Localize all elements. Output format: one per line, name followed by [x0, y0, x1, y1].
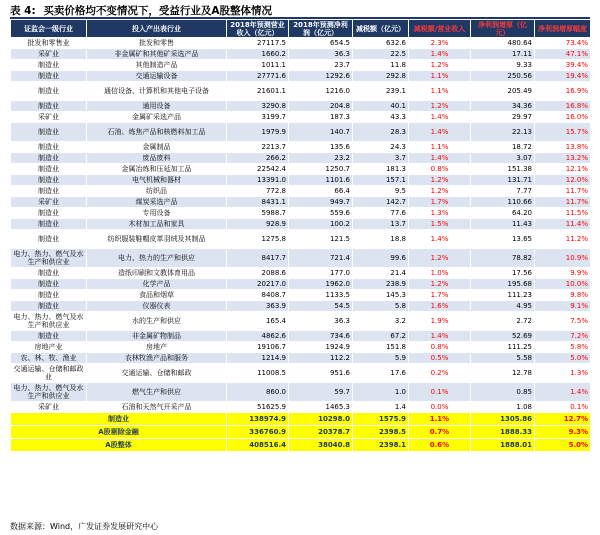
- table-cell: 951.6: [289, 364, 353, 383]
- table-cell: 66.4: [289, 186, 353, 197]
- table-cell: 40.1: [353, 101, 409, 112]
- table-row: [11, 197, 591, 208]
- table-cell: 电力、热力的生产和供应: [87, 249, 227, 268]
- table-cell: 238.9: [353, 279, 409, 290]
- table-cell: 农、林、牧、渔业: [11, 353, 87, 364]
- table-cell: 239.1: [353, 82, 409, 101]
- table-cell: 制造业: [11, 142, 87, 153]
- table-cell: 1214.9: [227, 353, 289, 364]
- table-cell: 165.4: [227, 312, 289, 331]
- col-header: 减税额（亿元）: [353, 20, 409, 38]
- table-cell: 通信设备、计算机和其他电子设备: [87, 82, 227, 101]
- summary-cell: 12.7%: [535, 413, 591, 426]
- table-row: [11, 186, 591, 197]
- table-cell: 8417.7: [227, 249, 289, 268]
- table-cell: 195.68: [471, 279, 535, 290]
- table-cell: 135.6: [289, 142, 353, 153]
- table-cell: 22.5: [353, 49, 409, 60]
- table-cell: 16.8%: [535, 101, 591, 112]
- table-row: [11, 208, 591, 219]
- table-cell: 18.72: [471, 142, 535, 153]
- table-cell: 112.2: [289, 353, 353, 364]
- table-cell: 54.5: [289, 301, 353, 312]
- table-row: [11, 301, 591, 312]
- table-cell: 20217.0: [227, 279, 289, 290]
- table-cell: 15.7%: [535, 123, 591, 142]
- table-cell: 29.97: [471, 112, 535, 123]
- table-cell: 17.11: [471, 49, 535, 60]
- table-cell: 电力、热力、燃气及水生产和供应业: [11, 312, 87, 331]
- table-row: [11, 342, 591, 353]
- table-cell: 181.3: [353, 164, 409, 175]
- summary-cell: 138974.9: [227, 413, 289, 426]
- table-cell: 36.3: [289, 49, 353, 60]
- summary-cell: 1575.9: [353, 413, 409, 426]
- summary-cell: 38040.8: [289, 439, 353, 452]
- table-cell: 1660.2: [227, 49, 289, 60]
- table-cell: 1.3%: [409, 208, 471, 219]
- table-cell: 52.69: [471, 331, 535, 342]
- table-cell: 制造业: [11, 60, 87, 71]
- table-cell: 19.4%: [535, 71, 591, 82]
- table-cell: 22.13: [471, 123, 535, 142]
- table-cell: 10.0%: [535, 279, 591, 290]
- table-cell: 批发和零售业: [11, 38, 87, 49]
- table-cell: 废品废料: [87, 153, 227, 164]
- table-cell: 化学产品: [87, 279, 227, 290]
- table-cell: 121.5: [289, 230, 353, 249]
- table-cell: 654.5: [289, 38, 353, 49]
- table-cell: 造纸印刷和文教体育用品: [87, 268, 227, 279]
- table-cell: 1962.0: [289, 279, 353, 290]
- table-row: [11, 153, 591, 164]
- table-cell: 11.43: [471, 219, 535, 230]
- table-caption: [10, 3, 272, 17]
- table-cell: 0.2%: [409, 364, 471, 383]
- table-cell: 145.3: [353, 290, 409, 301]
- table-cell: 3290.8: [227, 101, 289, 112]
- table-cell: 采矿业: [11, 112, 87, 123]
- table-row: [11, 353, 591, 364]
- table-cell: 9.33: [471, 60, 535, 71]
- table-cell: 制造业: [11, 153, 87, 164]
- table-cell: 2088.6: [227, 268, 289, 279]
- table-title: 买卖价格均不变情况下，受益行业及A股整体情况: [43, 5, 272, 17]
- table-cell: 16.0%: [535, 112, 591, 123]
- table-cell: 食品和烟草: [87, 290, 227, 301]
- table-row: [11, 175, 591, 186]
- table-cell: 电力、热力、燃气及水生产和供应业: [11, 249, 87, 268]
- table-cell: 通用设备: [87, 101, 227, 112]
- table-cell: 177.0: [289, 268, 353, 279]
- summary-cell: A股整体: [11, 439, 227, 452]
- col-header: 净利润增厚（亿元）: [471, 20, 535, 38]
- table-cell: 8408.7: [227, 290, 289, 301]
- table-cell: 110.66: [471, 197, 535, 208]
- table-cell: 制造业: [11, 208, 87, 219]
- table-cell: 13.65: [471, 230, 535, 249]
- table-cell: 专用设备: [87, 208, 227, 219]
- table-cell: 5.8%: [535, 342, 591, 353]
- table-cell: 204.8: [289, 101, 353, 112]
- table-cell: 151.38: [471, 164, 535, 175]
- summary-cell: 制造业: [11, 413, 227, 426]
- table-cell: 39.4%: [535, 60, 591, 71]
- table-cell: 34.36: [471, 101, 535, 112]
- table-cell: 18.8: [353, 230, 409, 249]
- table-cell: 石油和天然气开采产品: [87, 402, 227, 413]
- table-cell: 金属冶炼和压延加工品: [87, 164, 227, 175]
- table-cell: 1.2%: [409, 186, 471, 197]
- col-header: 减税额/营业收入: [409, 20, 471, 38]
- table-cell: 111.23: [471, 290, 535, 301]
- table-cell: 36.3: [289, 312, 353, 331]
- summary-cell: 0.7%: [409, 426, 471, 439]
- table-cell: 0.0%: [409, 402, 471, 413]
- table-cell: 250.56: [471, 71, 535, 82]
- industry-tax-table: [10, 19, 591, 452]
- table-cell: 7.2%: [535, 331, 591, 342]
- table-row: [11, 60, 591, 71]
- table-cell: 金属制品: [87, 142, 227, 153]
- table-number: 表 4:: [10, 5, 36, 17]
- table-cell: 1.3%: [535, 364, 591, 383]
- table-cell: 205.49: [471, 82, 535, 101]
- table-cell: 1.4%: [409, 112, 471, 123]
- data-source: 数据来源：Wind，广发证券发展研究中心: [10, 522, 159, 531]
- table-cell: 1.2%: [409, 175, 471, 186]
- table-cell: 111.25: [471, 342, 535, 353]
- table-cell: 13.7: [353, 219, 409, 230]
- table-cell: 632.6: [353, 38, 409, 49]
- table-cell: 房地产: [87, 342, 227, 353]
- table-cell: 77.6: [353, 208, 409, 219]
- table-cell: 363.9: [227, 301, 289, 312]
- table-cell: 制造业: [11, 175, 87, 186]
- col-header: 净利润增厚幅度: [535, 20, 591, 38]
- table-cell: 1.08: [471, 402, 535, 413]
- table-cell: 1.4%: [409, 123, 471, 142]
- table-cell: 制造业: [11, 301, 87, 312]
- table-cell: 1.9%: [409, 312, 471, 331]
- col-header: 投入产出表行业: [87, 20, 227, 38]
- table-cell: 交通运输、仓储和邮政: [87, 364, 227, 383]
- summary-cell: A股剔除金融: [11, 426, 227, 439]
- table-cell: 0.85: [471, 383, 535, 402]
- summary-row: [11, 426, 591, 439]
- table-cell: 1275.8: [227, 230, 289, 249]
- table-cell: 78.82: [471, 249, 535, 268]
- summary-cell: 1888.33: [471, 426, 535, 439]
- table-cell: 1979.9: [227, 123, 289, 142]
- table-cell: 石油、炼焦产品和核燃料加工品: [87, 123, 227, 142]
- table-cell: 8431.1: [227, 197, 289, 208]
- table-cell: 151.8: [353, 342, 409, 353]
- table-cell: 43.3: [353, 112, 409, 123]
- table-cell: 3.7: [353, 153, 409, 164]
- table-cell: 1.1%: [409, 142, 471, 153]
- table-cell: 7.5%: [535, 312, 591, 331]
- table-cell: 64.20: [471, 208, 535, 219]
- table-cell: 734.6: [289, 331, 353, 342]
- header-row: [11, 20, 591, 38]
- summary-cell: 2398.5: [353, 426, 409, 439]
- table-cell: 24.3: [353, 142, 409, 153]
- table-row: [11, 230, 591, 249]
- table-cell: 制造业: [11, 331, 87, 342]
- table-cell: 12.1%: [535, 164, 591, 175]
- table-cell: 1.4%: [535, 383, 591, 402]
- table-cell: 5.58: [471, 353, 535, 364]
- col-header: 2018年预测营业收入（亿元）: [227, 20, 289, 38]
- table-cell: 928.9: [227, 219, 289, 230]
- table-cell: 4.95: [471, 301, 535, 312]
- table-cell: 房地产业: [11, 342, 87, 353]
- table-cell: 22542.4: [227, 164, 289, 175]
- summary-cell: 9.3%: [535, 426, 591, 439]
- table-cell: 1924.9: [289, 342, 353, 353]
- table-cell: 1.4%: [409, 153, 471, 164]
- table-cell: 纺织服装鞋帽皮革羽绒及其制品: [87, 230, 227, 249]
- table-cell: 292.8: [353, 71, 409, 82]
- table-cell: 5.8: [353, 301, 409, 312]
- table-cell: 1.4%: [409, 230, 471, 249]
- table-cell: 纺织品: [87, 186, 227, 197]
- table-cell: 59.7: [289, 383, 353, 402]
- table-cell: 131.71: [471, 175, 535, 186]
- table-cell: 23.2: [289, 153, 353, 164]
- table-cell: 交通运输、仓储和邮政业: [11, 364, 87, 383]
- table-row: [11, 383, 591, 402]
- table-row: [11, 268, 591, 279]
- table-cell: 157.1: [353, 175, 409, 186]
- table-cell: 1250.7: [289, 164, 353, 175]
- summary-cell: 2398.1: [353, 439, 409, 452]
- table-row: [11, 219, 591, 230]
- summary-cell: 336760.9: [227, 426, 289, 439]
- table-row: [11, 249, 591, 268]
- table-cell: 11.8: [353, 60, 409, 71]
- table-cell: 制造业: [11, 290, 87, 301]
- table-cell: 0.8%: [409, 342, 471, 353]
- table-cell: 73.4%: [535, 38, 591, 49]
- summary-cell: 408516.4: [227, 439, 289, 452]
- summary-cell: 5.0%: [535, 439, 591, 452]
- table-cell: 51625.9: [227, 402, 289, 413]
- table-cell: 9.8%: [535, 290, 591, 301]
- summary-cell: 1305.86: [471, 413, 535, 426]
- table-row: [11, 112, 591, 123]
- table-cell: 制造业: [11, 219, 87, 230]
- table-cell: 制造业: [11, 71, 87, 82]
- table-cell: 187.3: [289, 112, 353, 123]
- table-cell: 19106.7: [227, 342, 289, 353]
- table-cell: 制造业: [11, 82, 87, 101]
- table-cell: 12.0%: [535, 175, 591, 186]
- summary-cell: 20378.7: [289, 426, 353, 439]
- table-cell: 11.5%: [535, 208, 591, 219]
- table-cell: 47.1%: [535, 49, 591, 60]
- table-cell: 仪器仪表: [87, 301, 227, 312]
- table-cell: 21.4: [353, 268, 409, 279]
- table-cell: 4862.6: [227, 331, 289, 342]
- table-row: [11, 402, 591, 413]
- table-cell: 制造业: [11, 164, 87, 175]
- table-row: [11, 279, 591, 290]
- table-cell: 17.56: [471, 268, 535, 279]
- table-cell: 1.4: [353, 402, 409, 413]
- table-cell: 10.9%: [535, 249, 591, 268]
- table-cell: 559.6: [289, 208, 353, 219]
- table-cell: 燃气生产和供应: [87, 383, 227, 402]
- table-cell: 3.2: [353, 312, 409, 331]
- table-cell: 3199.7: [227, 112, 289, 123]
- table-cell: 7.77: [471, 186, 535, 197]
- table-cell: 142.7: [353, 197, 409, 208]
- table-cell: 1216.0: [289, 82, 353, 101]
- table-cell: 批发和零售: [87, 38, 227, 49]
- table-cell: 67.2: [353, 331, 409, 342]
- table-cell: 1.2%: [409, 279, 471, 290]
- table-cell: 27771.6: [227, 71, 289, 82]
- table-cell: 13.8%: [535, 142, 591, 153]
- table-cell: 1.0%: [409, 268, 471, 279]
- table-cell: 制造业: [11, 186, 87, 197]
- table-cell: 5988.7: [227, 208, 289, 219]
- table-row: [11, 38, 591, 49]
- table-cell: 12.78: [471, 364, 535, 383]
- table-cell: 9.1%: [535, 301, 591, 312]
- table-cell: 5.9: [353, 353, 409, 364]
- table-cell: 0.5%: [409, 353, 471, 364]
- table-cell: 266.2: [227, 153, 289, 164]
- table-cell: 11.4%: [535, 219, 591, 230]
- table-cell: 28.3: [353, 123, 409, 142]
- table-cell: 9.5: [353, 186, 409, 197]
- table-row: [11, 312, 591, 331]
- table-cell: 11008.5: [227, 364, 289, 383]
- summary-row: [11, 439, 591, 452]
- table-cell: 1.1%: [409, 71, 471, 82]
- table-cell: 其他制造产品: [87, 60, 227, 71]
- table-row: [11, 164, 591, 175]
- table-cell: 木材加工品和家具: [87, 219, 227, 230]
- table-cell: 23.7: [289, 60, 353, 71]
- table-cell: 100.2: [289, 219, 353, 230]
- table-cell: 9.9%: [535, 268, 591, 279]
- summary-cell: 1888.01: [471, 439, 535, 452]
- table-cell: 11.7%: [535, 186, 591, 197]
- table-row: [11, 331, 591, 342]
- table-cell: 煤炭采选产品: [87, 197, 227, 208]
- table-cell: 1.1%: [409, 82, 471, 101]
- table-cell: 1101.6: [289, 175, 353, 186]
- table-cell: 1011.1: [227, 60, 289, 71]
- table-cell: 1292.6: [289, 71, 353, 82]
- table-cell: 1.4%: [409, 331, 471, 342]
- table-row: [11, 290, 591, 301]
- table-cell: 制造业: [11, 279, 87, 290]
- table-cell: 16.9%: [535, 82, 591, 101]
- table-row: [11, 142, 591, 153]
- table-row: [11, 101, 591, 112]
- table-cell: 制造业: [11, 123, 87, 142]
- table-cell: 1.6%: [409, 301, 471, 312]
- table-cell: 1.7%: [409, 197, 471, 208]
- table-cell: 721.4: [289, 249, 353, 268]
- table-cell: 1.5%: [409, 219, 471, 230]
- table-cell: 交通运输设备: [87, 71, 227, 82]
- table-cell: 860.0: [227, 383, 289, 402]
- table-row: [11, 49, 591, 60]
- table-cell: 制造业: [11, 101, 87, 112]
- table-cell: 13.2%: [535, 153, 591, 164]
- table-cell: 0.1%: [409, 383, 471, 402]
- table-cell: 制造业: [11, 268, 87, 279]
- table-cell: 农林牧渔产品和服务: [87, 353, 227, 364]
- table-cell: 140.7: [289, 123, 353, 142]
- col-header: 2018年预测净利润（亿元）: [289, 20, 353, 38]
- table-cell: 1133.5: [289, 290, 353, 301]
- table-cell: 11.7%: [535, 197, 591, 208]
- table-cell: 99.6: [353, 249, 409, 268]
- table-cell: 11.2%: [535, 230, 591, 249]
- table-cell: 采矿业: [11, 49, 87, 60]
- table-cell: 2213.7: [227, 142, 289, 153]
- summary-cell: 1.1%: [409, 413, 471, 426]
- table-cell: 电气机械和器材: [87, 175, 227, 186]
- table-cell: 1.2%: [409, 60, 471, 71]
- table-cell: 1.2%: [409, 101, 471, 112]
- table-cell: 采矿业: [11, 402, 87, 413]
- table-cell: 水的生产和供应: [87, 312, 227, 331]
- table-cell: 480.64: [471, 38, 535, 49]
- table-cell: 17.6: [353, 364, 409, 383]
- table-cell: 2.3%: [409, 38, 471, 49]
- table-cell: 非金属矿和其他矿采选产品: [87, 49, 227, 60]
- table-cell: 1.4%: [409, 49, 471, 60]
- table-cell: 制造业: [11, 230, 87, 249]
- table-cell: 949.7: [289, 197, 353, 208]
- table-cell: 1465.3: [289, 402, 353, 413]
- table-cell: 2.72: [471, 312, 535, 331]
- table-row: [11, 123, 591, 142]
- table-row: [11, 71, 591, 82]
- table-cell: 5.0%: [535, 353, 591, 364]
- table-row: [11, 364, 591, 383]
- summary-cell: 10298.0: [289, 413, 353, 426]
- table-cell: 1.2%: [409, 249, 471, 268]
- table-cell: 金属矿采选产品: [87, 112, 227, 123]
- table-cell: 3.07: [471, 153, 535, 164]
- table-cell: 0.1%: [535, 402, 591, 413]
- summary-row: [11, 413, 591, 426]
- table-row: [11, 82, 591, 101]
- table-cell: 21601.1: [227, 82, 289, 101]
- table-cell: 非金属矿物制品: [87, 331, 227, 342]
- table-cell: 13391.0: [227, 175, 289, 186]
- table-cell: 电力、热力、燃气及水生产和供应业: [11, 383, 87, 402]
- table-cell: 772.8: [227, 186, 289, 197]
- summary-cell: 0.6%: [409, 439, 471, 452]
- table-cell: 采矿业: [11, 197, 87, 208]
- table-cell: 1.0: [353, 383, 409, 402]
- table-cell: 1.7%: [409, 290, 471, 301]
- table-cell: 0.8%: [409, 164, 471, 175]
- col-header: 证监会一级行业: [11, 20, 87, 38]
- table-cell: 27117.5: [227, 38, 289, 49]
